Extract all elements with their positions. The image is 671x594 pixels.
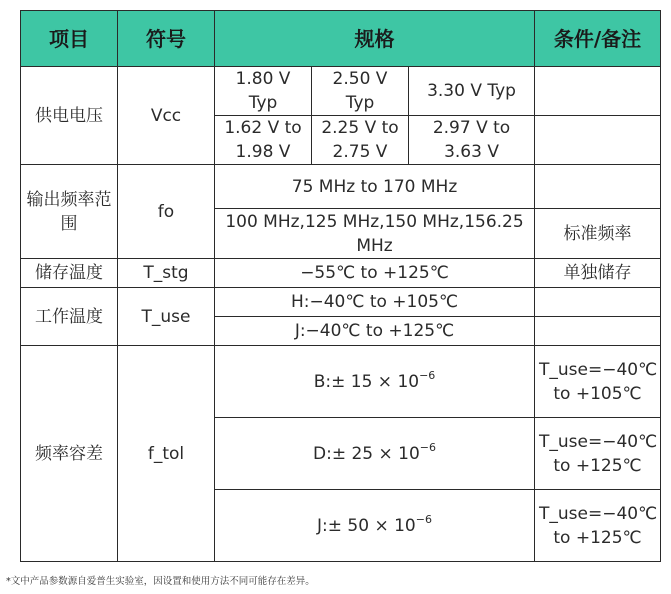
- tolerance-j-exp: −6: [415, 512, 432, 526]
- tolerance-j-prefix: J:: [317, 515, 328, 536]
- supply-typ-1: 1.80 V Typ: [215, 67, 312, 116]
- supply-range-3: 2.97 V to 3.63 V: [409, 116, 535, 165]
- tolerance-item: 频率容差: [21, 346, 118, 562]
- supply-range-2: 2.25 V to 2.75 V: [312, 116, 409, 165]
- footnote: *文中产品参数源自爱普生实验室，因设置和使用方法不同可能存在差异。: [6, 576, 315, 587]
- spec-table: [20, 10, 661, 562]
- header-symbol: 符号: [118, 11, 215, 67]
- supply-typ-2: 2.50 V Typ: [312, 67, 409, 116]
- supply-typ-3: 3.30 V Typ: [409, 67, 535, 116]
- storage-spec: −55℃ to +125℃: [215, 259, 535, 288]
- operating-note-1: [535, 288, 661, 317]
- table-row: [21, 165, 661, 209]
- header-spec: 规格: [215, 11, 535, 67]
- freq-range-spec-2: 100 MHz,125 MHz,150 MHz,156.25 MHz: [215, 209, 535, 259]
- header-note: 条件/备注: [535, 11, 661, 67]
- tolerance-spec-b: [215, 346, 535, 418]
- supply-note-1: [535, 67, 661, 116]
- tolerance-d-value: ± 25 × 10: [331, 443, 420, 464]
- operating-spec-2: J:−40℃ to +125℃: [215, 317, 535, 346]
- storage-item: 储存温度: [21, 259, 118, 288]
- tolerance-j-value: ± 50 × 10: [327, 515, 416, 536]
- table-row: [21, 346, 661, 418]
- tolerance-note-j: T_use=−40℃ to +125℃: [535, 490, 661, 562]
- tolerance-spec-d: [215, 418, 535, 490]
- table-row: [21, 288, 661, 317]
- tolerance-b-exp: −6: [419, 368, 436, 382]
- table-row: [21, 67, 661, 116]
- header-row: [21, 11, 661, 67]
- freq-range-note-2: 标准频率: [535, 209, 661, 259]
- table-row: [21, 259, 661, 288]
- supply-item: 供电电压: [21, 67, 118, 165]
- operating-spec-1: H:−40℃ to +105℃: [215, 288, 535, 317]
- tolerance-b-prefix: B:: [313, 371, 332, 392]
- tolerance-d-prefix: D:: [313, 443, 332, 464]
- tolerance-note-b: T_use=−40℃ to +105℃: [535, 346, 661, 418]
- supply-symbol: Vcc: [118, 67, 215, 165]
- header-item: 项目: [21, 11, 118, 67]
- tolerance-note-d: T_use=−40℃ to +125℃: [535, 418, 661, 490]
- freq-range-spec-1: 75 MHz to 170 MHz: [215, 165, 535, 209]
- freq-range-note-1: [535, 165, 661, 209]
- tolerance-b-value: ± 15 × 10: [331, 371, 420, 392]
- freq-range-item: 输出频率范围: [21, 165, 118, 259]
- supply-range-1: 1.62 V to 1.98 V: [215, 116, 312, 165]
- tolerance-d-exp: −6: [419, 440, 437, 454]
- freq-range-symbol: fo: [118, 165, 215, 259]
- operating-note-2: [535, 317, 661, 346]
- storage-note: 单独储存: [535, 259, 661, 288]
- operating-item: 工作温度: [21, 288, 118, 346]
- tolerance-symbol: f_tol: [118, 346, 215, 562]
- tolerance-spec-j: [215, 490, 535, 562]
- storage-symbol: T_stg: [118, 259, 215, 288]
- supply-note-2: [535, 116, 661, 165]
- operating-symbol: T_use: [118, 288, 215, 346]
